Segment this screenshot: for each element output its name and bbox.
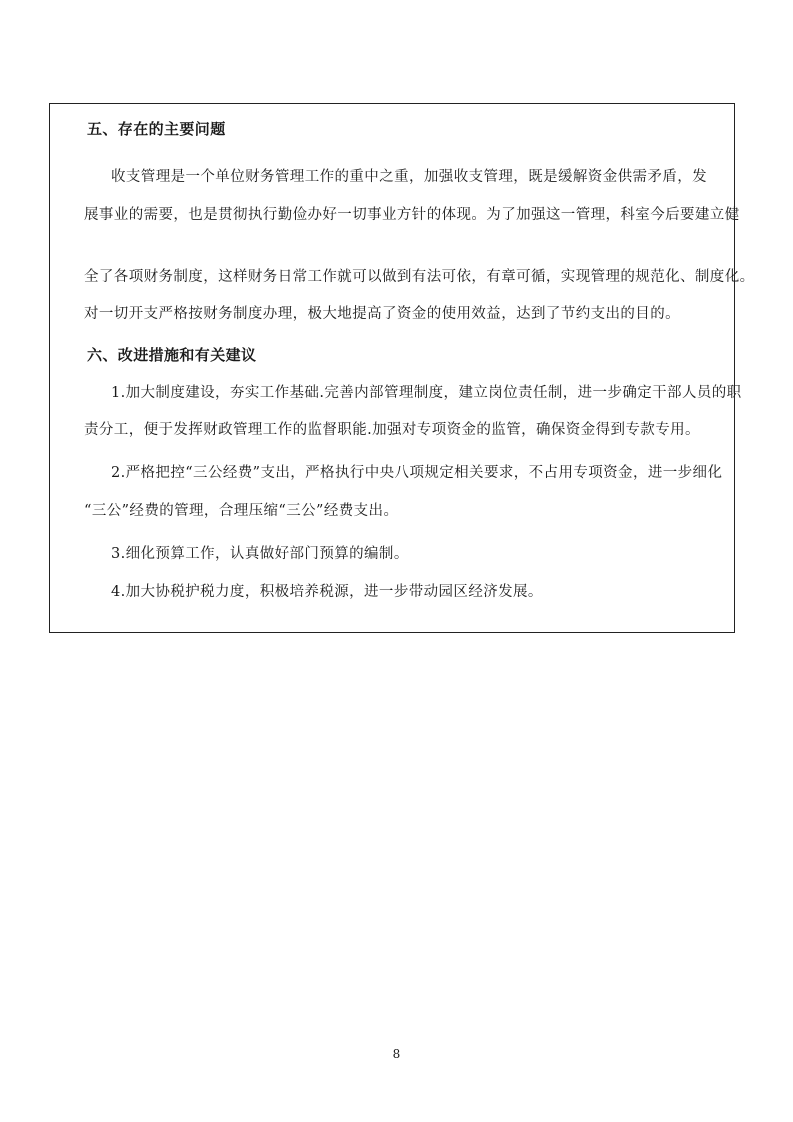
list-item-4: 4.加大协税护税力度，积极培养税源，进一步带动园区经济发展。	[111, 584, 543, 600]
page-number: 8	[392, 1047, 401, 1061]
section-5-heading: 五、存在的主要问题	[87, 120, 226, 138]
paragraph-line: 展事业的需要，也是贯彻执行勤俭办好一切事业方针的体现。为了加强这一管理，科室今后要建立健	[84, 207, 740, 223]
paragraph-line: 收支管理是一个单位财务管理工作的重中之重，加强收支管理，既是缓解资金供需矛盾，发	[111, 169, 707, 185]
list-item-3: 3.细化预算工作，认真做好部门预算的编制。	[111, 546, 409, 562]
section-6-heading: 六、改进措施和有关建议	[87, 346, 257, 364]
list-item-2-line-1: 2.严格把控“三公经费”支出，严格执行中央八项规定相关要求，不占用专项资金，进一步细化	[111, 465, 723, 481]
paragraph-line: 对一切开支严格按财务制度办理，极大地提高了资金的使用效益，达到了节约支出的目的。	[84, 306, 680, 322]
list-item-2-line-2: “三公”经费的管理，合理压缩“三公”经费支出。	[84, 503, 399, 519]
list-item-1-line-1: 1.加大制度建设，夯实工作基础.完善内部管理制度，建立岗位责任制，进一步确定干部人员的职	[111, 385, 742, 401]
list-item-1-line-2: 责分工，便于发挥财政管理工作的监督职能.加强对专项资金的监管，确保资金得到专款专用。	[84, 422, 700, 438]
paragraph-line: 全了各项财务制度，这样财务日常工作就可以做到有法可依，有章可循，实现管理的规范化、制度化。	[84, 269, 755, 285]
